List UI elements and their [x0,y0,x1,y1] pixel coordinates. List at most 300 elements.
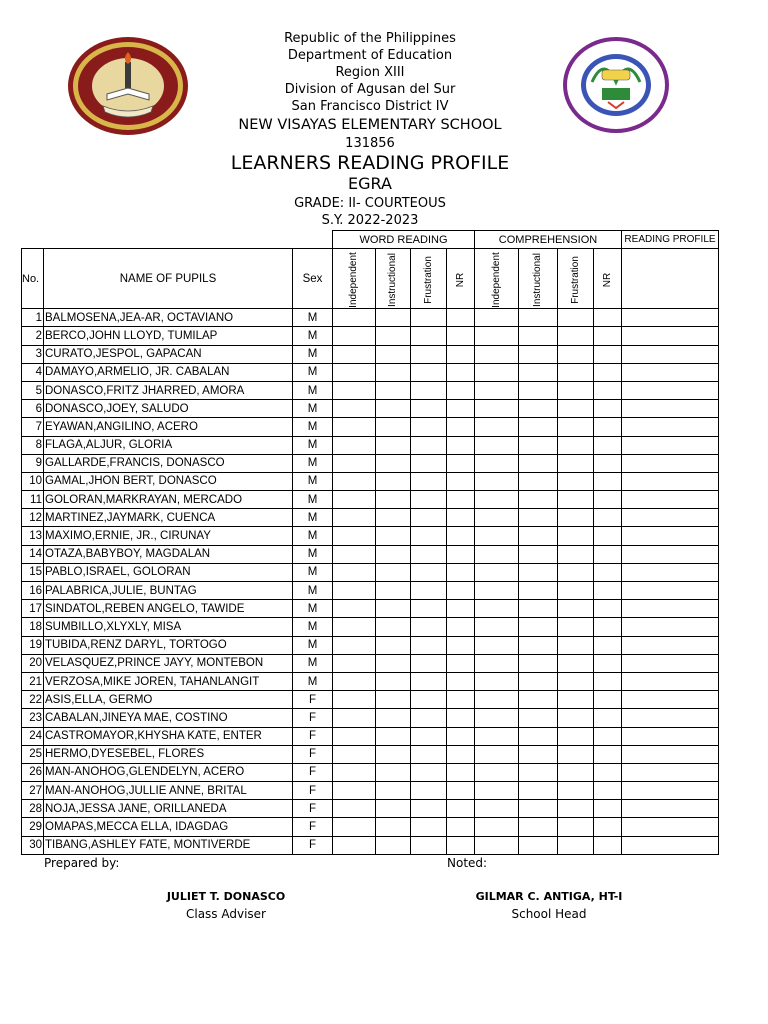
row-number: 25 [22,745,44,763]
pupil-sex: M [293,418,333,436]
empty-cell [376,400,411,418]
pupil-name: TIBANG,ASHLEY FATE, MONTIVERDE [44,836,293,854]
table-row [22,691,719,709]
empty-cell [447,472,475,490]
empty-cell [411,782,447,800]
empty-cell [411,509,447,527]
empty-cell [594,545,622,563]
empty-cell [376,582,411,600]
empty-cell [333,654,376,672]
col-word-frustration: Frustration [411,249,447,309]
table-row [22,527,719,545]
empty-cell [622,527,719,545]
pupil-sex: M [293,345,333,363]
department-line: Department of Education [287,48,453,63]
empty-cell [558,436,594,454]
empty-cell [519,491,558,509]
empty-cell [519,472,558,490]
empty-cell [558,818,594,836]
empty-cell [519,800,558,818]
empty-cell [594,309,622,327]
pupil-sex: M [293,545,333,563]
pupil-name: CURATO,JESPOL, GAPACAN [44,345,293,363]
row-number: 2 [22,327,44,345]
empty-cell [519,618,558,636]
empty-cell [411,691,447,709]
table-row [22,600,719,618]
pupil-name: MAN-ANOHOG,GLENDELYN, ACERO [44,763,293,781]
pupil-name: VELASQUEZ,PRINCE JAYY, MONTEBON [44,654,293,672]
empty-cell [594,654,622,672]
col-word-nr: NR [447,249,475,309]
empty-cell [333,309,376,327]
empty-cell [447,745,475,763]
empty-cell [376,363,411,381]
empty-cell [558,345,594,363]
empty-cell [447,654,475,672]
empty-cell [411,800,447,818]
empty-cell [594,509,622,527]
empty-cell [558,763,594,781]
noter-name: GILMAR C. ANTIGA, HT-I [475,890,623,903]
table-row [22,345,719,363]
empty-cell [411,327,447,345]
empty-cell [519,672,558,690]
empty-cell [558,636,594,654]
row-number: 4 [22,363,44,381]
empty-cell [376,745,411,763]
row-number: 6 [22,400,44,418]
empty-cell [475,509,519,527]
table-row [22,618,719,636]
col-name: NAME OF PUPILS [44,249,293,309]
empty-cell [411,472,447,490]
empty-cell [376,818,411,836]
empty-cell [376,782,411,800]
table-row [22,836,719,854]
empty-cell [519,691,558,709]
pupil-name: HERMO,DYESEBEL, FLORES [44,745,293,763]
empty-cell [411,636,447,654]
empty-cell [411,454,447,472]
empty-cell [376,836,411,854]
empty-cell [622,836,719,854]
table-row [22,672,719,690]
empty-cell [519,582,558,600]
empty-cell [622,763,719,781]
empty-cell [333,600,376,618]
empty-cell [594,600,622,618]
table-row [22,454,719,472]
empty-cell [622,709,719,727]
empty-cell [519,763,558,781]
row-number: 10 [22,472,44,490]
empty-cell [411,418,447,436]
empty-cell [519,709,558,727]
empty-cell [519,418,558,436]
row-number: 16 [22,582,44,600]
empty-cell [376,654,411,672]
empty-cell [594,782,622,800]
empty-cell [475,600,519,618]
pupil-sex: F [293,691,333,709]
empty-cell [447,527,475,545]
empty-cell [447,709,475,727]
empty-cell [594,727,622,745]
empty-cell [333,454,376,472]
empty-cell [622,381,719,399]
empty-cell [622,582,719,600]
empty-cell [622,454,719,472]
empty-cell [475,818,519,836]
empty-cell [376,527,411,545]
row-number: 22 [22,691,44,709]
pupil-sex: M [293,672,333,690]
table-row [22,491,719,509]
empty-cell [333,782,376,800]
empty-cell [519,454,558,472]
empty-cell [519,527,558,545]
col-comp-nr: NR [594,249,622,309]
table-row [22,472,719,490]
pupil-name: GALLARDE,FRANCIS, DONASCO [44,454,293,472]
table-row [22,709,719,727]
col-comp-independent: Independent [475,249,519,309]
empty-cell [333,672,376,690]
pupil-name: OMAPAS,MECCA ELLA, IDAGDAG [44,818,293,836]
empty-cell [333,381,376,399]
empty-cell [594,745,622,763]
pupil-name: NOJA,JESSA JANE, ORILLANEDA [44,800,293,818]
row-number: 29 [22,818,44,836]
empty-cell [594,491,622,509]
row-number: 14 [22,545,44,563]
empty-cell [376,327,411,345]
empty-cell [475,472,519,490]
empty-cell [411,400,447,418]
empty-cell [411,309,447,327]
empty-cell [519,327,558,345]
empty-cell [558,691,594,709]
noter-role: School Head [511,907,587,921]
empty-cell [594,418,622,436]
empty-cell [447,582,475,600]
empty-cell [475,727,519,745]
pupil-sex: M [293,600,333,618]
pupil-sex: M [293,654,333,672]
empty-cell [475,545,519,563]
empty-cell [622,672,719,690]
pupil-sex: M [293,363,333,381]
empty-cell [411,363,447,381]
empty-cell [622,745,719,763]
empty-cell [475,345,519,363]
table-row [22,436,719,454]
empty-cell [475,491,519,509]
empty-cell [475,654,519,672]
column-header-row [22,249,719,309]
school-id: 131856 [345,136,395,151]
empty-cell [447,491,475,509]
table-row [22,363,719,381]
empty-cell [376,636,411,654]
empty-cell [519,436,558,454]
empty-cell [594,327,622,345]
table-row [22,582,719,600]
empty-cell [411,345,447,363]
row-number: 26 [22,763,44,781]
empty-cell [376,691,411,709]
pupil-sex: M [293,400,333,418]
col-no: No. [22,249,44,309]
empty-cell [447,400,475,418]
empty-cell [622,345,719,363]
empty-cell [519,509,558,527]
empty-cell [622,782,719,800]
pupil-name: FLAGA,ALJUR, GLORIA [44,436,293,454]
empty-cell [558,527,594,545]
empty-cell [594,472,622,490]
empty-cell [376,545,411,563]
empty-cell [333,345,376,363]
pupil-sex: M [293,491,333,509]
empty-cell [333,563,376,581]
table-row [22,400,719,418]
pupil-name: CABALAN,JINEYA MAE, COSTINO [44,709,293,727]
division-line: Division of Agusan del Sur [284,82,456,97]
table-row [22,509,719,527]
empty-cell [475,763,519,781]
empty-cell [376,563,411,581]
empty-cell [376,509,411,527]
empty-cell [622,327,719,345]
pupil-name: MAN-ANOHOG,JULLIE ANNE, BRITAL [44,782,293,800]
pupil-name: BALMOSENA,JEA-AR, OCTAVIANO [44,309,293,327]
empty-cell [447,727,475,745]
col-reading-profile [622,249,719,309]
table-row [22,745,719,763]
row-number: 30 [22,836,44,854]
row-number: 7 [22,418,44,436]
table-row [22,800,719,818]
empty-cell [411,763,447,781]
pupil-sex: F [293,818,333,836]
empty-cell [558,509,594,527]
empty-cell [411,818,447,836]
pupil-sex: M [293,327,333,345]
empty-cell [333,509,376,527]
empty-cell [475,636,519,654]
empty-cell [447,309,475,327]
pupil-sex: M [293,563,333,581]
col-comp-instructional: Instructional [519,249,558,309]
empty-cell [594,636,622,654]
empty-cell [333,691,376,709]
empty-cell [333,472,376,490]
empty-cell [333,545,376,563]
empty-cell [622,818,719,836]
empty-cell [411,618,447,636]
row-number: 3 [22,345,44,363]
school-year: S.Y. 2022-2023 [321,213,419,228]
empty-cell [475,527,519,545]
empty-cell [519,636,558,654]
empty-cell [519,381,558,399]
empty-cell [622,418,719,436]
empty-cell [411,600,447,618]
table-row [22,327,719,345]
empty-cell [558,727,594,745]
empty-cell [558,782,594,800]
empty-cell [376,472,411,490]
empty-cell [411,545,447,563]
row-number: 5 [22,381,44,399]
empty-cell [411,491,447,509]
pupil-name: DAMAYO,ARMELIO, JR. CABALAN [44,363,293,381]
pupil-sex: M [293,309,333,327]
empty-cell [447,800,475,818]
empty-cell [594,818,622,836]
empty-cell [519,563,558,581]
pupil-sex: M [293,436,333,454]
region-line: Region XIII [335,65,405,80]
empty-cell [333,400,376,418]
empty-cell [475,563,519,581]
empty-cell [622,436,719,454]
table-row [22,763,719,781]
empty-cell [519,654,558,672]
empty-cell [333,491,376,509]
empty-cell [475,745,519,763]
empty-cell [447,509,475,527]
grade-section: GRADE: II- COURTEOUS [294,196,446,211]
empty-cell [376,672,411,690]
empty-cell [333,745,376,763]
empty-cell [475,418,519,436]
empty-cell [376,727,411,745]
empty-cell [333,582,376,600]
empty-cell [475,709,519,727]
document-subtitle: EGRA [348,174,392,193]
empty-cell [594,381,622,399]
empty-cell [558,363,594,381]
empty-cell [594,709,622,727]
empty-cell [594,618,622,636]
empty-cell [447,618,475,636]
pupil-name: GAMAL,JHON BERT, DONASCO [44,472,293,490]
pupil-name: DONASCO,FRITZ JHARRED, AMORA [44,381,293,399]
noted-label: Noted: [447,856,488,870]
empty-cell [475,363,519,381]
empty-cell [558,800,594,818]
empty-cell [594,436,622,454]
empty-cell [447,418,475,436]
empty-cell [376,618,411,636]
prepared-by-label: Prepared by: [44,856,120,870]
empty-cell [558,381,594,399]
pupil-name: OTAZA,BABYBOY, MAGDALAN [44,545,293,563]
document-title: LEARNERS READING PROFILE [230,152,510,174]
empty-cell [447,363,475,381]
empty-cell [558,418,594,436]
empty-cell [558,654,594,672]
table-row [22,418,719,436]
empty-cell [622,618,719,636]
republic-line: Republic of the Philippines [284,31,456,46]
table-row [22,309,719,327]
empty-cell [622,509,719,527]
empty-cell [447,782,475,800]
row-number: 12 [22,509,44,527]
col-word-independent: Independent [333,249,376,309]
table-row [22,782,719,800]
empty-cell [519,818,558,836]
empty-cell [622,472,719,490]
empty-cell [376,309,411,327]
empty-cell [475,309,519,327]
row-number: 8 [22,436,44,454]
empty-cell [411,381,447,399]
pupil-name: SINDATOL,REBEN ANGELO, TAWIDE [44,600,293,618]
pupil-name: DONASCO,JOEY, SALUDO [44,400,293,418]
pupil-sex: M [293,636,333,654]
col-word-instructional: Instructional [376,249,411,309]
empty-cell [376,709,411,727]
empty-cell [594,454,622,472]
school-name: NEW VISAYAS ELEMENTARY SCHOOL [238,117,502,133]
empty-cell [475,582,519,600]
empty-cell [622,491,719,509]
empty-cell [622,727,719,745]
empty-cell [376,418,411,436]
empty-cell [622,636,719,654]
empty-cell [447,454,475,472]
empty-cell [411,563,447,581]
row-number: 28 [22,800,44,818]
empty-cell [594,527,622,545]
table-row [22,636,719,654]
empty-cell [558,618,594,636]
empty-cell [558,563,594,581]
empty-cell [447,345,475,363]
empty-cell [376,345,411,363]
pupil-sex: F [293,709,333,727]
empty-cell [519,836,558,854]
empty-cell [558,309,594,327]
preparer-name: JULIET T. DONASCO [166,890,286,903]
empty-cell [622,600,719,618]
empty-cell [376,800,411,818]
row-number: 21 [22,672,44,690]
group-word-reading: WORD READING [333,231,475,249]
empty-cell [411,727,447,745]
empty-cell [519,545,558,563]
reading-profile-table [21,230,719,855]
empty-cell [411,436,447,454]
empty-cell [333,727,376,745]
empty-cell [411,654,447,672]
empty-cell [558,745,594,763]
empty-cell [475,381,519,399]
group-comprehension: COMPREHENSION [475,231,622,249]
empty-cell [447,327,475,345]
empty-cell [333,818,376,836]
table-row [22,545,719,563]
empty-cell [622,654,719,672]
preparer-role: Class Adviser [185,907,266,921]
pupil-sex: M [293,472,333,490]
empty-cell [411,527,447,545]
